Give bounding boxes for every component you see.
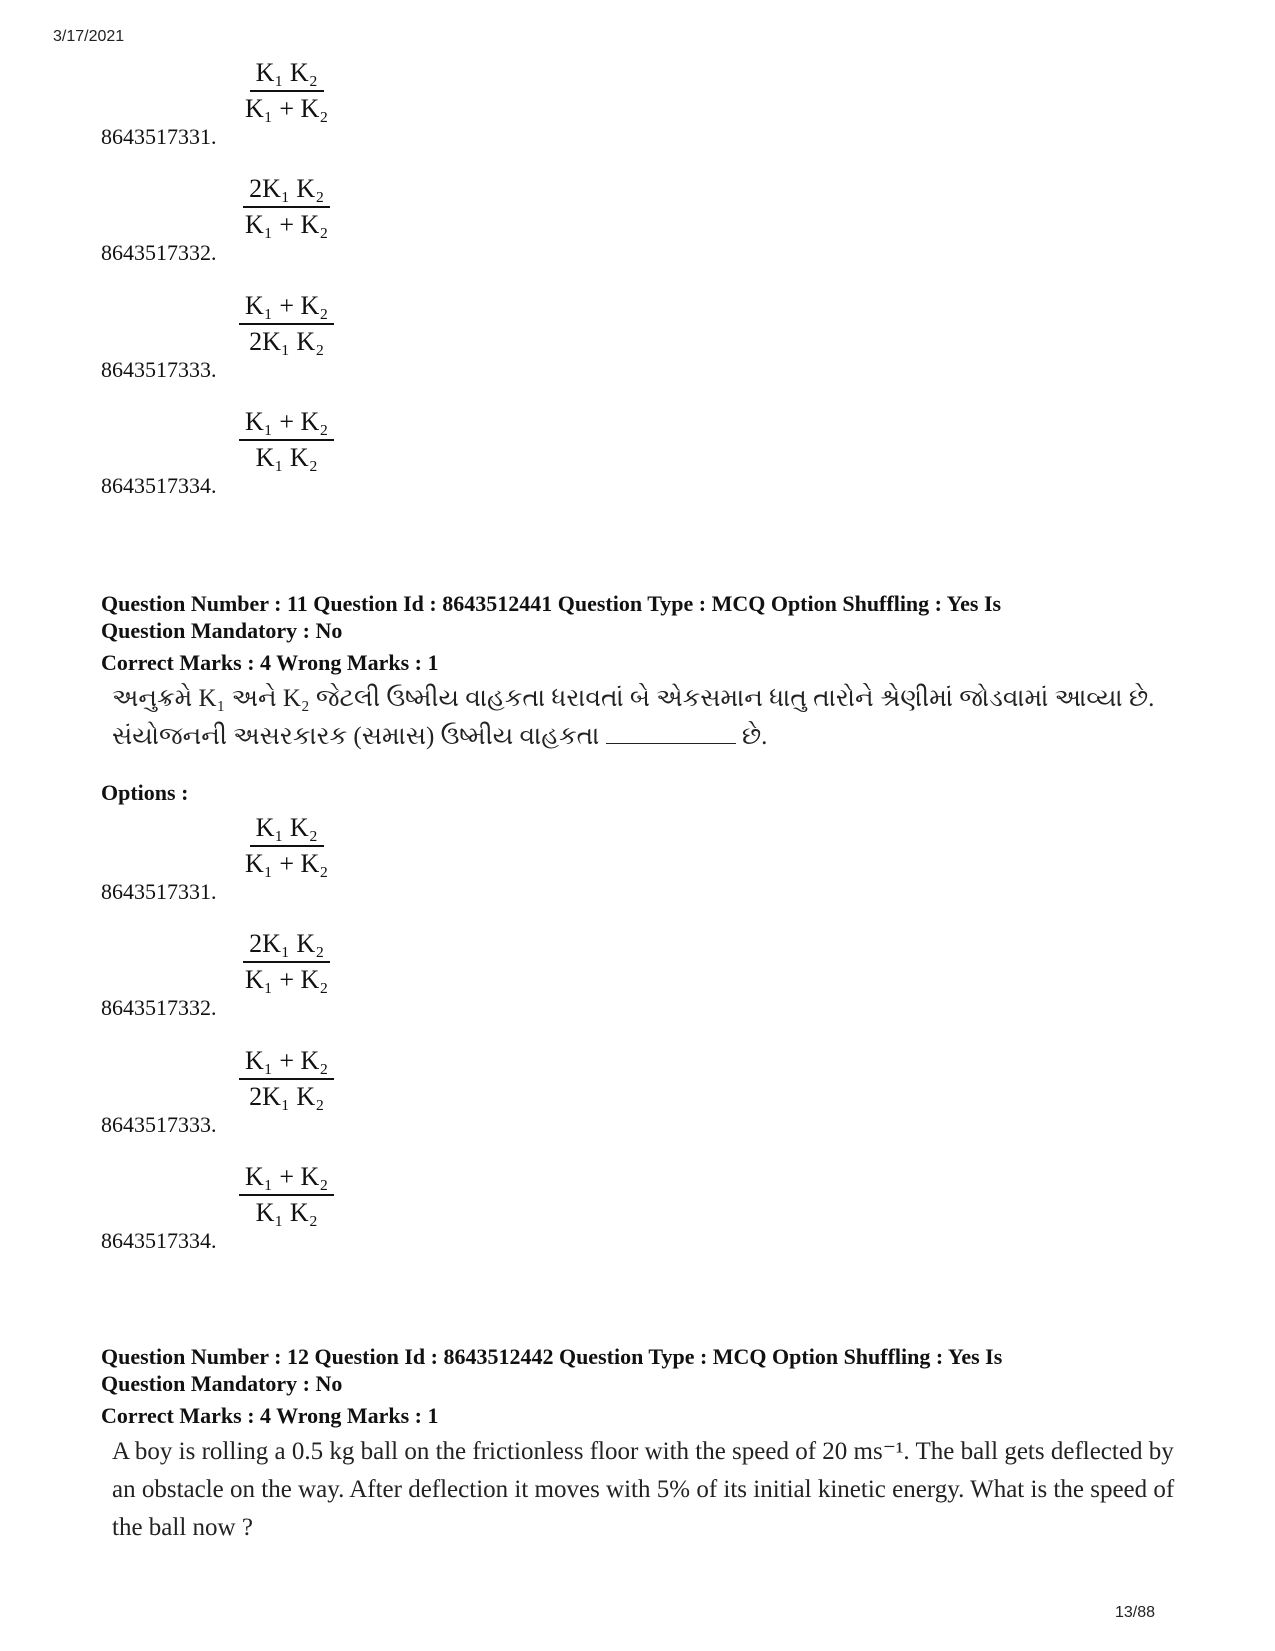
fraction-denominator: K₁ K₂ [255,443,318,472]
option-id: 8643517331. [101,879,217,904]
option-formula [239,291,334,357]
option-item [101,929,501,1019]
print-date: 3/17/2021 [53,28,125,45]
option-id: 8643517331. [101,124,217,149]
option-formula [239,58,334,124]
option-formula [239,1046,334,1112]
fraction-numerator: 2K₁ K₂ [243,929,330,963]
question-text-line [112,718,1182,756]
option-item [101,813,501,903]
option-id: 8643517333. [101,1112,217,1137]
fraction-numerator: K₁ + K₂ [239,407,334,441]
fraction-numerator: K₁ K₂ [250,58,324,92]
question-text-part: છે. [741,723,768,750]
question-11-marks: Correct Marks : 4 Wrong Marks : 1 [101,650,439,675]
option-item [101,291,501,381]
option-formula [239,1162,334,1228]
fraction-denominator: 2K₁ K₂ [249,327,325,356]
fraction-numerator: K₁ K₂ [250,813,324,847]
question-header-line: Question Number : 12 Question Id : 8643512442 Question Type : MCQ Option Shuffling : Yes Is [101,1344,1003,1369]
fraction-denominator: K₁ + K₂ [245,210,329,239]
option-item [101,407,501,497]
fraction-denominator: K₁ + K₂ [245,965,329,994]
fraction-numerator: K₁ + K₂ [239,1162,334,1196]
option-item [101,1162,501,1252]
option-id: 8643517332. [101,995,217,1020]
fraction-denominator: K₁ + K₂ [245,94,329,123]
fraction-denominator: K₁ K₂ [255,1198,318,1227]
question-header-line: Question Mandatory : No [101,1371,343,1396]
option-formula [239,813,334,879]
option-id: 8643517332. [101,240,217,265]
option-formula [239,929,334,995]
option-item [101,1046,501,1136]
fraction-denominator: 2K₁ K₂ [249,1082,325,1111]
question-11-text [112,680,1182,756]
question-header-line: Question Mandatory : No [101,618,343,643]
option-id: 8643517334. [101,1228,217,1253]
option-formula [239,407,334,473]
fraction-numerator: K₁ + K₂ [239,1046,334,1080]
page-number: 13/88 [1114,1604,1155,1621]
question-12-marks: Correct Marks : 4 Wrong Marks : 1 [101,1403,439,1428]
option-item [101,58,501,148]
option-id: 8643517334. [101,473,217,498]
question-text-part: સંયોજનની અસરકારક (સમાસ) ઉષ્મીય વાહકતા [112,723,600,750]
option-id: 8643517333. [101,357,217,382]
option-item [101,174,501,264]
answer-blank [606,743,736,744]
options-label: Options : [101,780,189,805]
question-12-header [101,1343,1161,1397]
question-11-header [101,590,1161,644]
fraction-numerator: 2K₁ K₂ [243,174,330,208]
option-formula [239,174,334,240]
fraction-denominator: K₁ + K₂ [245,849,329,878]
question-text-line: અનુક્રમે K₁ અને K₂ જેટલી ઉષ્મીય વાહકતા ધરાવતાં બે એકસમાન ધાતુ તારોને શ્રેણીમાં જોડવામાં આવ્યા છે. [112,685,1155,712]
question-header-line: Question Number : 11 Question Id : 8643512441 Question Type : MCQ Option Shuffling : Yes Is [101,591,1002,616]
question-12-text: A boy is rolling a 0.5 kg ball on the frictionless floor with the speed of 20 ms⁻¹. The ball gets deflected by an obstacle on the way. After deflection it moves with 5% of its initial kinetic energy. What is the speed of the ball now ? [112,1438,1175,1541]
fraction-numerator: K₁ + K₂ [239,291,334,325]
